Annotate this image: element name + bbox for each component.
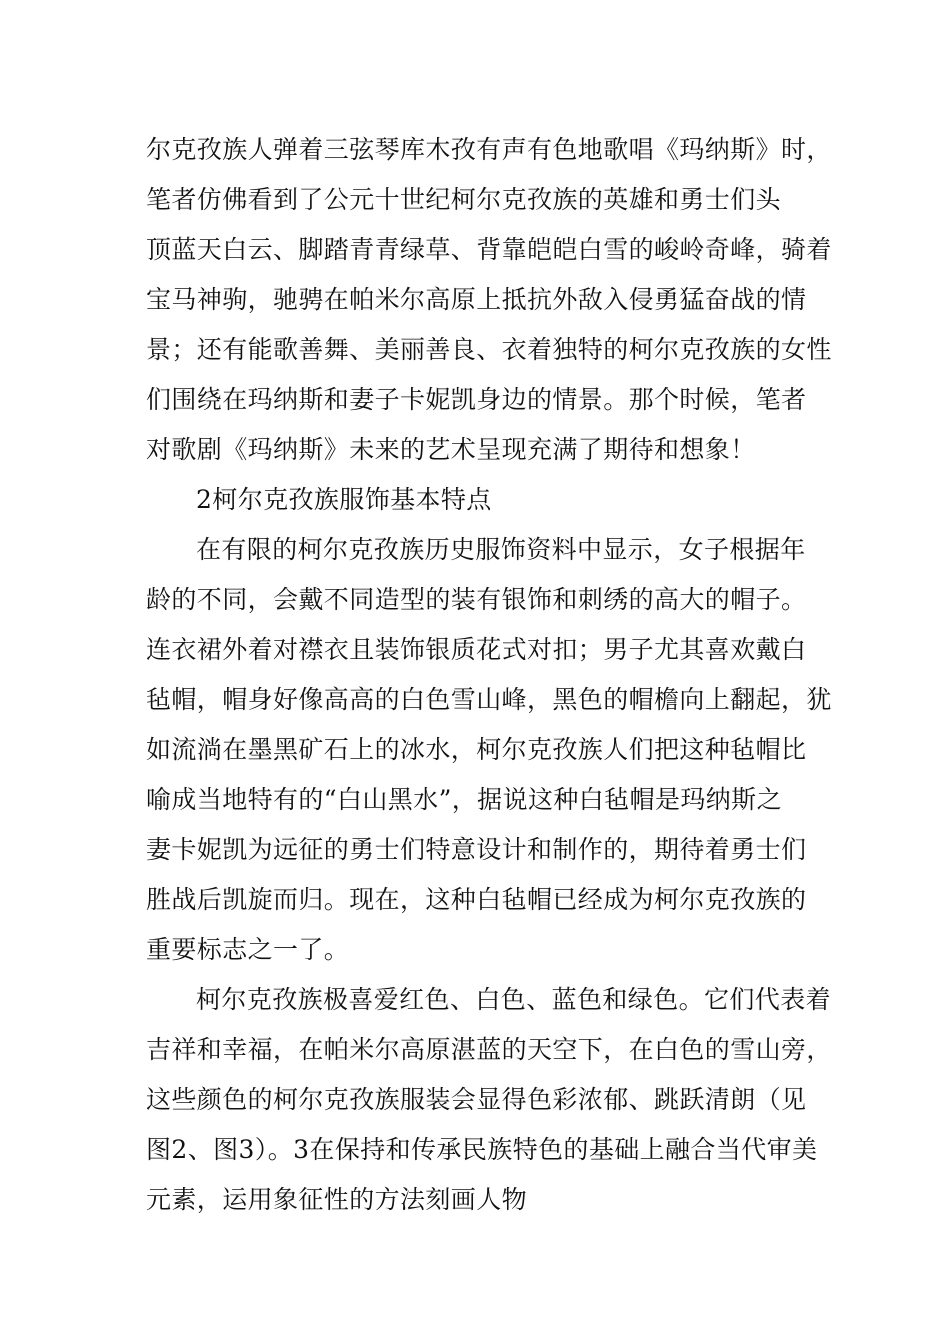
text-line-18: 柯尔克孜族极喜爱红色、白色、蓝色和绿色。它们代表着 — [196, 985, 832, 1014]
text-line-2: 笔者仿佛看到了公元十世纪柯尔克孜族的英雄和勇士们头 — [146, 185, 782, 214]
text-line-16: 胜战后凯旋而归。现在，这种白毡帽已经成为柯尔克孜族的 — [146, 885, 807, 914]
text-line-1: 尔克孜族人弹着三弦琴库木孜有声有色地歌唱《玛纳斯》时， — [146, 135, 832, 164]
text-line-7: 对歌剧《玛纳斯》未来的艺术呈现充满了期待和想象！ — [146, 435, 756, 464]
text-line-5: 景；还有能歌善舞、美丽善良、衣着独特的柯尔克孜族的女性 — [146, 335, 832, 364]
text-line-14: 喻成当地特有的“白山黑水”，据说这种白毡帽是玛纳斯之 — [146, 785, 782, 814]
text-line-9: 在有限的柯尔克孜族历史服饰资料中显示，女子根据年 — [196, 535, 806, 564]
text-line-3: 顶蓝天白云、脚踏青青绿草、背靠皑皑白雪的峻岭奇峰，骑着 — [146, 235, 832, 264]
section-heading: 2柯尔克孜族服饰基本特点 — [196, 485, 492, 514]
text-line-22: 元素，运用象征性的方法刻画人物 — [146, 1185, 528, 1214]
text-line-12: 毡帽，帽身好像高高的白色雪山峰，黑色的帽檐向上翻起，犹 — [146, 685, 832, 714]
text-line-10: 龄的不同，会戴不同造型的装有银饰和刺绣的高大的帽子。 — [146, 585, 807, 614]
text-line-21: 图2、图3）。3在保持和传承民族特色的基础上融合当代审美 — [146, 1135, 818, 1164]
text-line-19: 吉祥和幸福，在帕米尔高原湛蓝的天空下，在白色的雪山旁， — [146, 1035, 832, 1064]
text-line-6: 们围绕在玛纳斯和妻子卡妮凯身边的情景。那个时候，笔者 — [146, 385, 807, 414]
text-line-11: 连衣裙外着对襟衣且装饰银质花式对扣；男子尤其喜欢戴白 — [146, 635, 807, 664]
text-line-15: 妻卡妮凯为远征的勇士们特意设计和制作的，期待着勇士们 — [146, 835, 807, 864]
text-line-20: 这些颜色的柯尔克孜族服装会显得色彩浓郁、跳跃清朗（见 — [146, 1085, 807, 1114]
text-line-13: 如流淌在墨黑矿石上的冰水，柯尔克孜族人们把这种毡帽比 — [146, 735, 807, 764]
text-line-4: 宝马神驹，驰骋在帕米尔高原上抵抗外敌入侵勇猛奋战的情 — [146, 285, 807, 314]
text-line-17: 重要标志之一了。 — [146, 935, 350, 964]
